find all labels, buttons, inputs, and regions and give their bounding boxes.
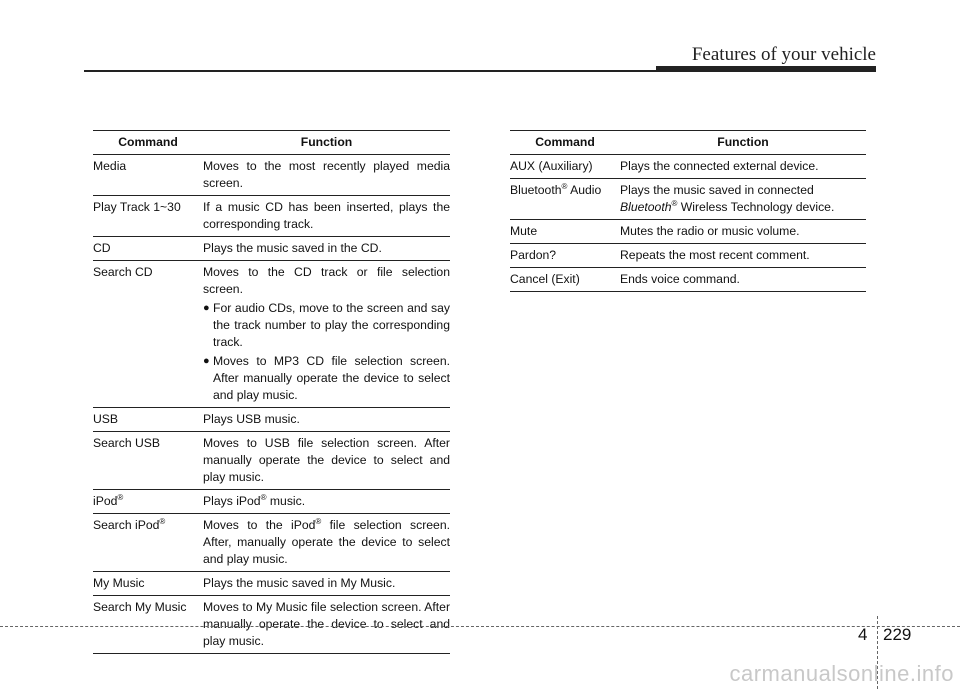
function-cell [203,261,450,408]
header-rule-accent [656,66,876,71]
command-cell: Search My Music [93,596,203,654]
function-cell: Plays the music saved in My Music. [203,572,450,596]
bullet-item [203,353,450,404]
bullet-text: Moves to MP3 CD file selection screen. After manually operate the device to select and play music. [213,354,450,402]
registered-mark: ® [671,198,678,208]
command-cell: CD [93,237,203,261]
function-cell: Plays the connected external device. [620,155,866,179]
command-cell [510,179,620,220]
command-text-a: Bluetooth [510,183,562,197]
command-text: iPod [93,494,118,508]
table-row [93,432,450,490]
bullet-dot-icon: ● [203,355,210,367]
command-cell: Play Track 1~30 [93,196,203,237]
function-text-b: music. [266,494,306,508]
function-text-b: file selection screen. After, manually operate the device to select and play music. [203,518,450,566]
function-cell: Plays the music saved in the CD. [203,237,450,261]
command-cell: Cancel (Exit) [510,268,620,292]
bullet-item [203,300,450,351]
command-cell: USB [93,408,203,432]
command-cell: Search CD [93,261,203,408]
function-cell: Plays USB music. [203,408,450,432]
table-header-row [510,131,866,155]
function-cell: Moves to My Music file selection screen. After manually operate the device to select and play music. [203,596,450,654]
voice-command-table-left [93,130,450,654]
function-text-a: Plays the music saved in connected [620,183,814,197]
function-text-a: Moves to the iPod [203,518,316,532]
table-row [93,155,450,196]
function-text-a: Plays iPod [203,494,261,508]
command-cell: My Music [93,572,203,596]
function-text: Moves to the CD track or file selection screen. [203,265,450,296]
footer-dashed-rule [0,626,960,627]
bullet-text: For audio CDs, move to the screen and say the track number to play the corresponding track. [213,301,450,349]
table-row [510,244,866,268]
registered-mark: ® [117,492,124,502]
table-row [93,490,450,514]
page-header-title: Features of your vehicle [691,44,876,65]
function-text-italic [620,200,677,214]
registered-mark: ® [159,516,166,526]
table-header-row [93,131,450,155]
command-cell: Pardon? [510,244,620,268]
page-number: 229 [883,625,912,644]
section-number: 4 [858,625,868,644]
function-cell: Ends voice command. [620,268,866,292]
table-row [510,155,866,179]
function-cell: Repeats the most recent comment. [620,244,866,268]
column-header-function: Function [203,131,450,155]
registered-mark: ® [315,516,322,526]
function-cell: If a music CD has been inserted, plays the corresponding track. [203,196,450,237]
bluetooth-italic: Bluetooth [620,200,672,214]
table-row [93,196,450,237]
table-row [93,408,450,432]
table-row [93,596,450,654]
registered-mark: ® [561,181,568,191]
function-cell: Moves to USB file selection screen. After manually operate the device to select and play music. [203,432,450,490]
function-cell [203,490,450,514]
function-cell [620,179,866,220]
table-row [510,268,866,292]
bullet-dot-icon: ● [203,302,210,314]
table-row [93,237,450,261]
table-row [93,572,450,596]
registered-mark: ® [260,492,267,502]
table-row [510,179,866,220]
watermark-text: carmanualsonline.info [729,661,954,686]
function-text-b: Wireless Technology device. [677,200,835,214]
column-header-command: Command [93,131,203,155]
table-row [510,220,866,244]
function-cell [203,514,450,572]
voice-command-table-right [510,130,866,292]
command-cell: Mute [510,220,620,244]
command-cell: Search USB [93,432,203,490]
command-cell: AUX (Auxiliary) [510,155,620,179]
command-text: Search iPod [93,518,160,532]
column-header-command: Command [510,131,620,155]
command-cell: Media [93,155,203,196]
function-cell: Mutes the radio or music volume. [620,220,866,244]
function-cell: Moves to the most recently played media screen. [203,155,450,196]
table-row [93,514,450,572]
table-row [93,261,450,408]
command-cell [93,490,203,514]
command-cell [93,514,203,572]
column-header-function: Function [620,131,866,155]
command-text-b: Audio [567,183,602,197]
